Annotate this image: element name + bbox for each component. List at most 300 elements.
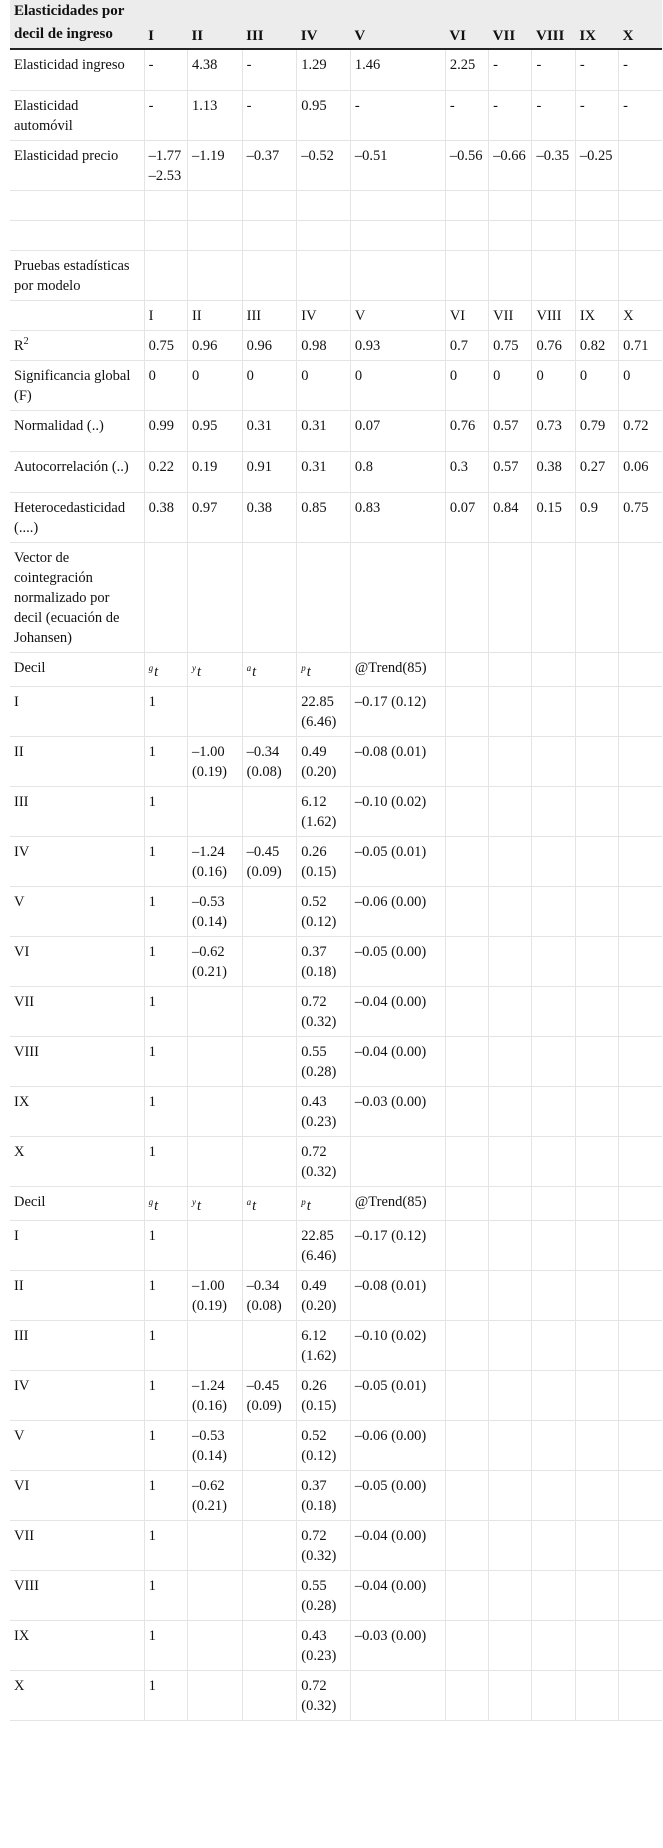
empty-cell xyxy=(532,1320,575,1370)
col-header: X xyxy=(619,0,662,49)
r2-text: R xyxy=(14,337,24,354)
empty-cell xyxy=(445,736,488,786)
table-cell: –0.51 xyxy=(350,140,445,190)
empty-cell xyxy=(575,220,618,250)
table-cell xyxy=(187,1036,242,1086)
table-cell: 0.43 (0.23) xyxy=(297,1086,351,1136)
table-cell xyxy=(242,1320,297,1370)
empty-cell xyxy=(350,542,445,652)
empty-cell xyxy=(187,220,242,250)
empty-cell xyxy=(532,1670,575,1720)
variable-prefix: p xyxy=(301,1196,306,1207)
decil-label: I xyxy=(10,686,144,736)
table-cell: –0.10 (0.02) xyxy=(350,1320,445,1370)
empty-cell xyxy=(619,1370,662,1420)
table-cell: 0.73 xyxy=(532,410,575,451)
table-cell: 0 xyxy=(532,360,575,410)
table-cell: 0.71 xyxy=(619,330,662,360)
empty-cell xyxy=(297,542,351,652)
cointegration-row xyxy=(10,1520,662,1570)
empty-cell xyxy=(575,652,618,686)
table-cell xyxy=(242,1470,297,1520)
variable-header xyxy=(297,1186,351,1220)
decil-header: Decil xyxy=(10,652,144,686)
variable-header xyxy=(144,652,187,686)
table-cell xyxy=(242,936,297,986)
cointegration-row xyxy=(10,1320,662,1370)
table-title: Elasticidades por decil de ingreso xyxy=(10,0,144,49)
table-cell: 0.06 xyxy=(619,451,662,492)
col-header: III xyxy=(242,0,297,49)
empty-cell xyxy=(619,986,662,1036)
table-cell: - xyxy=(575,90,618,140)
table-cell: 0.75 xyxy=(144,330,187,360)
table-cell: –0.25 xyxy=(575,140,618,190)
col-header: VIII xyxy=(532,0,575,49)
table-cell: 0.93 xyxy=(350,330,445,360)
table-cell: 0.83 xyxy=(350,492,445,542)
empty-cell xyxy=(445,1420,488,1470)
table-cell: 0.38 xyxy=(532,451,575,492)
table-cell: 1 xyxy=(144,1670,187,1720)
table-cell xyxy=(187,1620,242,1670)
table-cell: 0.76 xyxy=(532,330,575,360)
table-cell: –0.66 xyxy=(489,140,532,190)
table-cell: 0.07 xyxy=(445,492,488,542)
table-cell: 6.12 (1.62) xyxy=(297,786,351,836)
table-cell xyxy=(187,1086,242,1136)
table-cell: 0.55 (0.28) xyxy=(297,1036,351,1086)
table-cell xyxy=(187,1220,242,1270)
table-cell: 0.98 xyxy=(297,330,351,360)
empty-cell xyxy=(575,736,618,786)
decil-label: IV xyxy=(10,836,144,886)
empty-cell xyxy=(445,936,488,986)
empty-cell xyxy=(445,686,488,736)
table-cell xyxy=(187,1520,242,1570)
test-row xyxy=(10,451,662,492)
cointegration-row xyxy=(10,686,662,736)
table-cell: 0 xyxy=(144,360,187,410)
decil-label: VI xyxy=(10,936,144,986)
elasticities-table xyxy=(10,0,662,1721)
cointegration-row xyxy=(10,836,662,886)
table-cell xyxy=(187,1320,242,1370)
table-cell: 0.3 xyxy=(445,451,488,492)
table-cell xyxy=(242,1036,297,1086)
table-cell: - xyxy=(575,49,618,90)
empty-cell xyxy=(489,1320,532,1370)
decil-label: I xyxy=(10,1220,144,1270)
table-cell: –0.53 (0.14) xyxy=(187,886,242,936)
table-cell: 0.52 (0.12) xyxy=(297,1420,351,1470)
empty-cell xyxy=(489,250,532,300)
variable-subscript: t xyxy=(306,1197,311,1214)
row-label: Elasticidad precio xyxy=(10,140,144,190)
empty-cell xyxy=(575,1420,618,1470)
variable-header xyxy=(187,652,242,686)
empty-cell xyxy=(575,986,618,1036)
table-cell: 0.99 xyxy=(144,410,187,451)
table-cell: 1 xyxy=(144,1420,187,1470)
empty-cell xyxy=(489,1370,532,1420)
empty-cell xyxy=(619,1036,662,1086)
variable-subscript: t xyxy=(252,1197,257,1214)
empty-cell xyxy=(445,786,488,836)
empty-cell xyxy=(489,836,532,886)
col-label: IV xyxy=(297,300,351,330)
table-cell: 0.31 xyxy=(297,451,351,492)
table-cell: 0.38 xyxy=(144,492,187,542)
empty-cell xyxy=(532,986,575,1036)
table-cell: 1 xyxy=(144,1620,187,1670)
test-row xyxy=(10,410,662,451)
table-cell: 0.85 xyxy=(297,492,351,542)
table-cell: 0.22 xyxy=(144,451,187,492)
table-cell: 0.57 xyxy=(489,410,532,451)
table-cell: - xyxy=(619,49,662,90)
table-cell xyxy=(242,1520,297,1570)
table-cell xyxy=(242,886,297,936)
row-label: Normalidad (..) xyxy=(10,410,144,451)
empty-cell xyxy=(489,1620,532,1670)
table-cell: - xyxy=(350,90,445,140)
empty-cell xyxy=(187,542,242,652)
table-cell xyxy=(350,1136,445,1186)
table-cell: 1 xyxy=(144,936,187,986)
empty-cell xyxy=(489,542,532,652)
col-label: I xyxy=(144,300,187,330)
empty-cell xyxy=(489,786,532,836)
empty-cell xyxy=(575,1270,618,1320)
decil-label: V xyxy=(10,1420,144,1470)
blank-row xyxy=(10,220,662,250)
table-cell: –0.35 xyxy=(532,140,575,190)
variable-subscript: t xyxy=(154,663,159,680)
cointegration-row xyxy=(10,1270,662,1320)
empty-cell xyxy=(445,986,488,1036)
table-cell: 22.85 (6.46) xyxy=(297,686,351,736)
empty-cell xyxy=(532,1420,575,1470)
table-cell: 4.38 xyxy=(187,49,242,90)
empty-cell xyxy=(350,250,445,300)
empty-cell xyxy=(575,936,618,986)
empty-cell xyxy=(445,190,488,220)
variable-prefix: a xyxy=(246,1196,252,1207)
col-header: IX xyxy=(575,0,618,49)
variable-prefix: g xyxy=(148,1196,154,1207)
table-cell: 0.7 xyxy=(445,330,488,360)
empty-cell xyxy=(297,190,351,220)
empty-cell xyxy=(489,190,532,220)
empty-cell xyxy=(445,1520,488,1570)
cointegration-header-row xyxy=(10,652,662,686)
table-cell: 0 xyxy=(350,360,445,410)
empty-cell xyxy=(350,220,445,250)
empty-cell xyxy=(619,1520,662,1570)
table-cell: 0.49 (0.20) xyxy=(297,1270,351,1320)
section-row xyxy=(10,542,662,652)
decil-label: VIII xyxy=(10,1036,144,1086)
empty-cell xyxy=(619,1420,662,1470)
empty-cell xyxy=(532,652,575,686)
empty-cell xyxy=(445,836,488,886)
empty-cell xyxy=(619,886,662,936)
col-label: III xyxy=(242,300,297,330)
empty-cell xyxy=(575,786,618,836)
empty-cell xyxy=(489,1220,532,1270)
table-cell xyxy=(242,1136,297,1186)
table-cell: –1.19 xyxy=(187,140,242,190)
empty-cell xyxy=(489,886,532,936)
empty-cell xyxy=(242,190,297,220)
empty-cell xyxy=(489,1420,532,1470)
table-cell: 0 xyxy=(619,360,662,410)
variable-subscript: t xyxy=(306,663,311,680)
r2-label xyxy=(10,330,144,360)
empty-cell xyxy=(532,1270,575,1320)
empty-cell xyxy=(532,1620,575,1670)
empty-cell xyxy=(144,220,187,250)
col-label: VII xyxy=(489,300,532,330)
empty-cell xyxy=(575,1570,618,1620)
empty-cell xyxy=(144,542,187,652)
empty-cell xyxy=(575,1086,618,1136)
table-cell: 0.72 (0.32) xyxy=(297,1520,351,1570)
cointegration-row xyxy=(10,936,662,986)
variable-header xyxy=(242,1186,297,1220)
col-label: IX xyxy=(575,300,618,330)
table-cell: –0.05 (0.01) xyxy=(350,1370,445,1420)
table-cell: –0.08 (0.01) xyxy=(350,736,445,786)
empty-cell xyxy=(575,1470,618,1520)
table-cell: –0.05 (0.01) xyxy=(350,836,445,886)
cointegration-row xyxy=(10,986,662,1036)
table-cell xyxy=(242,786,297,836)
empty-cell xyxy=(445,220,488,250)
empty-cell xyxy=(445,1620,488,1670)
variable-subscript: t xyxy=(196,663,201,680)
empty-cell xyxy=(619,686,662,736)
test-row xyxy=(10,492,662,542)
col-label: V xyxy=(350,300,445,330)
empty-cell xyxy=(575,250,618,300)
variable-prefix: g xyxy=(148,662,154,673)
table-cell: 1 xyxy=(144,1570,187,1620)
empty-cell xyxy=(532,1470,575,1520)
col-header: VI xyxy=(445,0,488,49)
table-cell xyxy=(242,1670,297,1720)
empty-cell xyxy=(532,786,575,836)
empty-cell xyxy=(489,1270,532,1320)
table-cell: 1.29 xyxy=(297,49,351,90)
empty-cell xyxy=(532,542,575,652)
empty-cell xyxy=(619,836,662,886)
empty-cell xyxy=(489,736,532,786)
table-cell: 0 xyxy=(445,360,488,410)
table-cell: - xyxy=(242,49,297,90)
empty-cell xyxy=(10,300,144,330)
empty-cell xyxy=(619,1670,662,1720)
cointegration-row xyxy=(10,1220,662,1270)
cointegration-row xyxy=(10,736,662,786)
table-cell: 0.31 xyxy=(242,410,297,451)
empty-cell xyxy=(619,542,662,652)
table-cell: –0.34 (0.08) xyxy=(242,1270,297,1320)
decil-label: VIII xyxy=(10,1570,144,1620)
empty-cell xyxy=(619,1186,662,1220)
table-cell: 1 xyxy=(144,1520,187,1570)
empty-cell xyxy=(445,886,488,936)
empty-cell xyxy=(575,190,618,220)
table-cell: 0.96 xyxy=(187,330,242,360)
r2-row xyxy=(10,330,662,360)
decil-header: Decil xyxy=(10,1186,144,1220)
empty-cell xyxy=(489,1520,532,1570)
table-cell: 0.27 xyxy=(575,451,618,492)
cointegration-row xyxy=(10,1420,662,1470)
cointegration-row xyxy=(10,1086,662,1136)
table-cell: - xyxy=(489,49,532,90)
table-cell: 1 xyxy=(144,1370,187,1420)
table-cell: 0.96 xyxy=(242,330,297,360)
table-cell xyxy=(242,986,297,1036)
table-cell: 0.19 xyxy=(187,451,242,492)
table-cell: –0.45 (0.09) xyxy=(242,1370,297,1420)
table-cell: 6.12 (1.62) xyxy=(297,1320,351,1370)
variable-subscript: t xyxy=(252,663,257,680)
cointegration-row xyxy=(10,1670,662,1720)
table-cell xyxy=(242,1620,297,1670)
table-cell: 0.82 xyxy=(575,330,618,360)
table-cell: –0.04 (0.00) xyxy=(350,1036,445,1086)
row-label: Elasticidad automóvil xyxy=(10,90,144,140)
table-cell: –0.45 (0.09) xyxy=(242,836,297,886)
empty-cell xyxy=(619,1320,662,1370)
empty-cell xyxy=(532,836,575,886)
header-row xyxy=(10,0,662,49)
table-cell: 0.79 xyxy=(575,410,618,451)
table-cell: 1 xyxy=(144,1470,187,1520)
decil-label: VII xyxy=(10,1520,144,1570)
table-cell: –0.04 (0.00) xyxy=(350,986,445,1036)
col-header: V xyxy=(350,0,445,49)
table-cell: –0.05 (0.00) xyxy=(350,936,445,986)
table-cell: –0.56 xyxy=(445,140,488,190)
section-row xyxy=(10,250,662,300)
table-cell: - xyxy=(532,49,575,90)
empty-cell xyxy=(489,986,532,1036)
elasticity-row xyxy=(10,49,662,90)
table-cell: 0.49 (0.20) xyxy=(297,736,351,786)
table-cell xyxy=(242,686,297,736)
table-cell: 0.91 xyxy=(242,451,297,492)
col-header: VII xyxy=(489,0,532,49)
table-cell: –0.03 (0.00) xyxy=(350,1620,445,1670)
table-cell: 0.75 xyxy=(489,330,532,360)
empty-cell xyxy=(532,1136,575,1186)
table-cell: 0.52 (0.12) xyxy=(297,886,351,936)
cointegration-row xyxy=(10,886,662,936)
table-cell: 0.57 xyxy=(489,451,532,492)
table-cell: –0.06 (0.00) xyxy=(350,1420,445,1470)
table-cell: 1 xyxy=(144,1136,187,1186)
empty-cell xyxy=(489,652,532,686)
table-cell: 0.43 (0.23) xyxy=(297,1620,351,1670)
table-cell: 0.38 xyxy=(242,492,297,542)
decil-label: VI xyxy=(10,1470,144,1520)
table-cell: 0.55 (0.28) xyxy=(297,1570,351,1620)
table-cell: –1.24 (0.16) xyxy=(187,836,242,886)
table-cell: 0.37 (0.18) xyxy=(297,936,351,986)
table-cell: - xyxy=(242,90,297,140)
variable-header xyxy=(242,652,297,686)
table-cell: 1 xyxy=(144,1320,187,1370)
empty-cell xyxy=(532,736,575,786)
cointegration-row xyxy=(10,1370,662,1420)
empty-cell xyxy=(144,250,187,300)
table-cell xyxy=(187,1136,242,1186)
empty-cell xyxy=(619,786,662,836)
table-cell: –0.17 (0.12) xyxy=(350,686,445,736)
table-cell xyxy=(619,140,662,190)
empty-cell xyxy=(445,1086,488,1136)
table-cell xyxy=(242,1220,297,1270)
empty-cell xyxy=(489,1470,532,1520)
empty-cell xyxy=(445,1470,488,1520)
table-cell: 0.07 xyxy=(350,410,445,451)
table-cell: –0.03 (0.00) xyxy=(350,1086,445,1136)
row-label: Heterocedasticidad (....) xyxy=(10,492,144,542)
table-cell: 0.26 (0.15) xyxy=(297,836,351,886)
table-cell: 1 xyxy=(144,886,187,936)
col-header: I xyxy=(144,0,187,49)
empty-cell xyxy=(532,686,575,736)
col-label: II xyxy=(187,300,242,330)
empty-cell xyxy=(445,1570,488,1620)
trend-header: @Trend(85) xyxy=(350,652,445,686)
empty-cell xyxy=(619,1570,662,1620)
decil-label: IV xyxy=(10,1370,144,1420)
table-container xyxy=(10,0,662,1721)
variable-prefix: y xyxy=(191,662,196,673)
empty-cell xyxy=(445,1186,488,1220)
empty-cell xyxy=(575,1620,618,1670)
col-label: VIII xyxy=(532,300,575,330)
variable-prefix: y xyxy=(191,1196,196,1207)
empty-cell xyxy=(532,886,575,936)
empty-cell xyxy=(532,1036,575,1086)
empty-cell xyxy=(297,250,351,300)
table-cell: 22.85 (6.46) xyxy=(297,1220,351,1270)
empty-cell xyxy=(575,886,618,936)
decil-label: X xyxy=(10,1670,144,1720)
variable-header xyxy=(297,652,351,686)
table-cell: 0 xyxy=(187,360,242,410)
empty-cell xyxy=(532,1186,575,1220)
empty-cell xyxy=(619,1086,662,1136)
table-cell xyxy=(242,1086,297,1136)
empty-cell xyxy=(489,1670,532,1720)
table-cell: - xyxy=(144,90,187,140)
decil-label: III xyxy=(10,1320,144,1370)
empty-cell xyxy=(619,1470,662,1520)
decil-label: V xyxy=(10,886,144,936)
table-cell: 0 xyxy=(489,360,532,410)
empty-cell xyxy=(445,652,488,686)
table-cell xyxy=(187,1570,242,1620)
table-cell xyxy=(242,1420,297,1470)
